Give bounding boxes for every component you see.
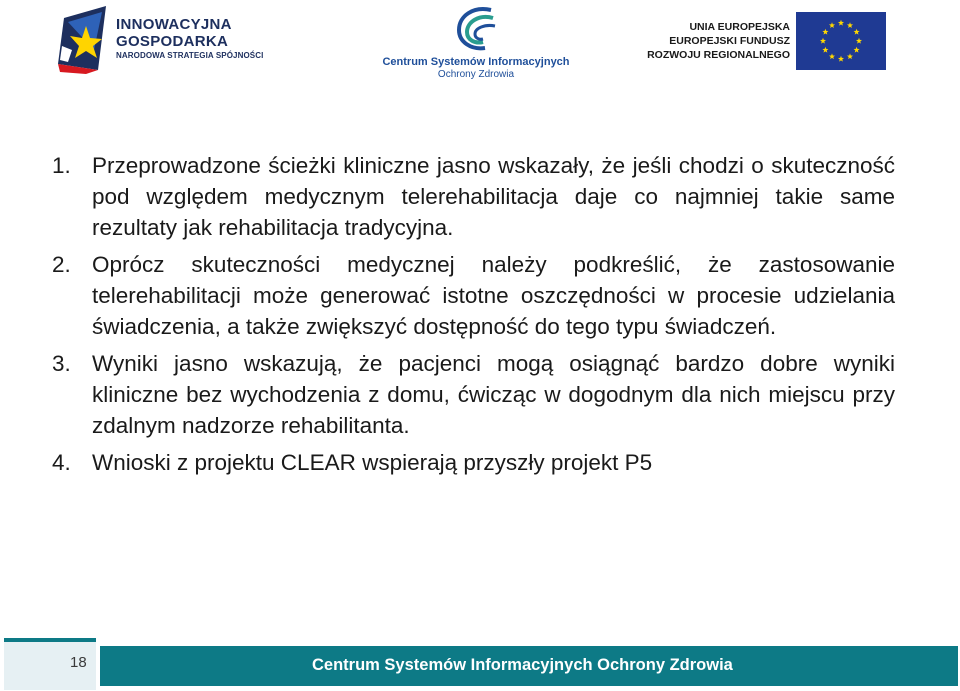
list-item-number: 3. bbox=[52, 351, 71, 376]
ig-logo-line2: GOSPODARKA bbox=[116, 33, 229, 50]
footer-bar bbox=[100, 646, 958, 686]
list-item bbox=[52, 348, 895, 441]
eu-logo-line2: EUROPEJSKI FUNDUSZ bbox=[669, 35, 790, 47]
ig-emblem-icon bbox=[58, 6, 114, 74]
conclusions-list bbox=[52, 150, 895, 484]
list-item-text: Wnioski z projektu CLEAR wspierają przyszły projekt P5 bbox=[92, 450, 653, 475]
csioz-swirl-icon bbox=[451, 4, 501, 56]
list-item-text: Oprócz skuteczności medycznej należy podkreślić, że zastosowanie telerehabilitacji może generować istotne oszczędności w procesie udzielania świadczenia, a także zwiększyć dostępność do tego typu świadczeń. bbox=[92, 252, 895, 339]
page-number: 18 bbox=[70, 654, 87, 671]
page-number-box bbox=[4, 638, 96, 690]
list-item-text: Wyniki jasno wskazują, że pacjenci mogą osiągnąć bardzo dobre wyniki kliniczne bez wychodzenia z domu, ćwicząc w dogodnym dla nich miejscu przy zdalnym nadzorze rehabilitanta. bbox=[92, 351, 895, 438]
footer-title: Centrum Systemów Informacyjnych Ochrony Zdrowia bbox=[312, 656, 733, 674]
list-item bbox=[52, 249, 895, 342]
eu-flag-icon bbox=[796, 12, 886, 70]
list-item bbox=[52, 447, 895, 478]
eu-logo-line3: ROZWOJU REGIONALNEGO bbox=[647, 49, 790, 61]
csioz-logo-line1: Centrum Systemów Informacyjnych bbox=[382, 56, 570, 68]
csioz-logo bbox=[376, 4, 576, 84]
list-item-number: 2. bbox=[52, 252, 71, 277]
list-item bbox=[52, 150, 895, 243]
list-item-text: Przeprowadzone ścieżki kliniczne jasno wskazały, że jeśli chodzi o skuteczność pod względem medycznym telerehabilitacja daje co najmniej takie same rezultaty jak rehabilitacja tradycyjna. bbox=[92, 153, 895, 240]
innowacyjna-gospodarka-logo bbox=[58, 6, 273, 74]
eu-logo bbox=[646, 12, 886, 72]
csioz-logo-line2: Ochrony Zdrowia bbox=[437, 69, 515, 80]
list-item-number: 4. bbox=[52, 450, 71, 475]
slide-footer bbox=[4, 638, 960, 691]
ig-logo-line1: INNOWACYJNA bbox=[116, 16, 232, 33]
eu-logo-line1: UNIA EUROPEJSKA bbox=[689, 21, 790, 33]
ig-logo-line3: NARODOWA STRATEGIA SPÓJNOŚCI bbox=[116, 51, 264, 60]
list-item-number: 1. bbox=[52, 153, 71, 178]
